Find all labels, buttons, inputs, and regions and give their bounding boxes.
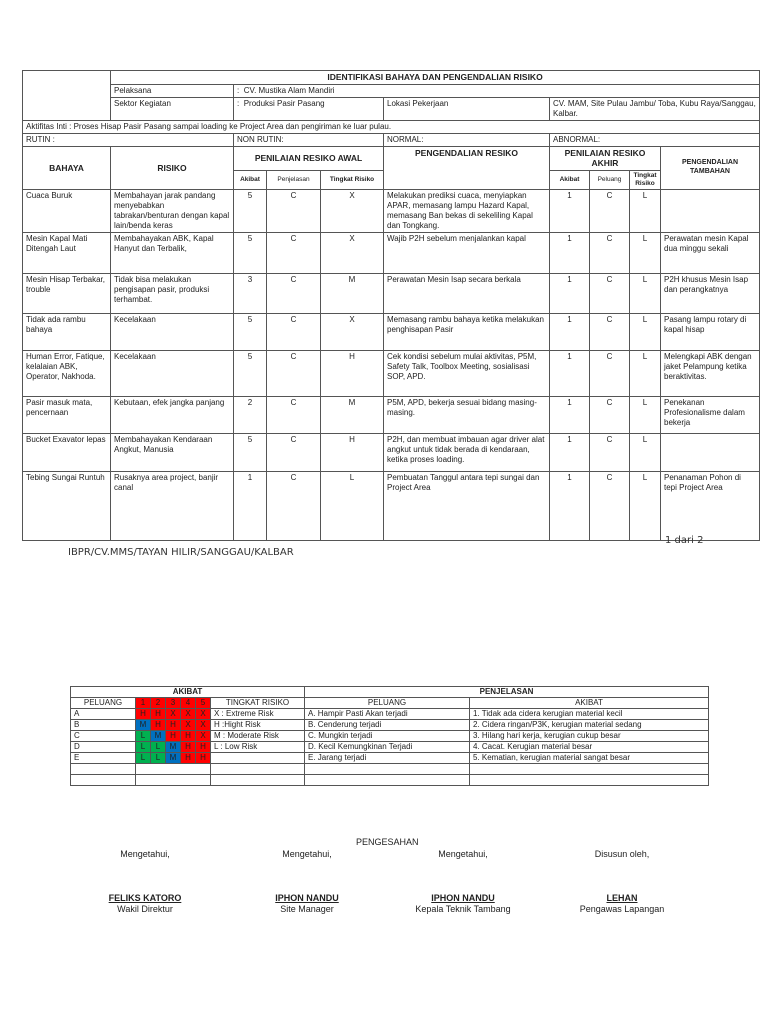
legend-matrix-cell: H (181, 742, 196, 753)
cell-tambahan: Pasang lampu rotary di kapal hisap (661, 314, 760, 351)
legend-row (71, 742, 709, 753)
header-bahaya: BAHAYA (23, 146, 111, 190)
legend-row (71, 731, 709, 742)
legend-matrix-cell: H (196, 753, 211, 764)
cell-p1: C (267, 190, 321, 233)
legend-row (71, 720, 709, 731)
legend-num-1: 1 (136, 698, 151, 709)
cell-p2: C (590, 274, 630, 314)
legend-row (71, 753, 709, 764)
cell-kontrol: Memasang rambu bahaya ketika melakukan penghisapan Pasir (384, 314, 550, 351)
signature-role: Mengetahui, (438, 849, 488, 859)
signature-role: Mengetahui, (282, 849, 332, 859)
legend-peluang-key: C (71, 731, 136, 742)
legend-matrix-cell: H (166, 731, 181, 742)
legend-num-5: 5 (196, 698, 211, 709)
legend-tr (211, 753, 305, 764)
legend-num-2: 2 (151, 698, 166, 709)
cell-kontrol: P5M, APD, bekerja sesuai bidang masing-masing. (384, 397, 550, 434)
cell-risiko: Membahayan jarak pandang menyebabkan tabrakan/benturan dengan kapal lain/benda keras (111, 190, 234, 233)
legend-num-3: 3 (166, 698, 181, 709)
cell-p1: C (267, 314, 321, 351)
signature-position: Wakil Direktur (117, 904, 173, 914)
legend-tr: X : Extreme Risk (211, 709, 305, 720)
signature-role: Mengetahui, (120, 849, 170, 859)
legend-matrix-cell: H (181, 731, 196, 742)
legend-pel: C. Mungkin terjadi (305, 731, 470, 742)
cell-tambahan: Penekanan Profesionalisme dalam bekerja (661, 397, 760, 434)
table-row (23, 274, 760, 314)
cell-p2: C (590, 233, 630, 274)
pelaksana-label: Pelaksana (111, 84, 234, 97)
cell-p1: C (267, 351, 321, 397)
subheader-penjelasan: Penjelasan (267, 170, 321, 189)
cell-t2: L (630, 397, 661, 434)
cell-bahaya: Pasir masuk mata, pencernaan (23, 397, 111, 434)
cell-a2: 1 (550, 314, 590, 351)
cell-p1: C (267, 434, 321, 472)
lokasi-value: CV. MAM, Site Pulau Jambu/ Toba, Kubu Raya/Sanggau, Kalbar. (550, 97, 760, 120)
header-tambahan: PENGENDALIAN TAMBAHAN (661, 146, 760, 190)
cell-t2: L (630, 274, 661, 314)
cell-t2: L (630, 190, 661, 233)
cell-a1: 5 (234, 434, 267, 472)
legend-matrix-cell: H (196, 742, 211, 753)
cell-p2: C (590, 190, 630, 233)
legend-peluang-key: E (71, 753, 136, 764)
cell-a2: 1 (550, 472, 590, 541)
subheader-akibat-akhir: Akibat (550, 170, 590, 189)
cell-t1: M (321, 274, 384, 314)
legend-ak: 5. Kematian, kerugian material sangat besar (470, 753, 709, 764)
legend-matrix-cell: M (151, 731, 166, 742)
cell-t1: X (321, 233, 384, 274)
table-row (23, 233, 760, 274)
cell-risiko: Membahayakan Kendaraan Angkut, Manusia (111, 434, 234, 472)
table-row (23, 351, 760, 397)
cell-p2: C (590, 314, 630, 351)
normal-label: NORMAL: (384, 133, 550, 146)
header-risiko: RISIKO (111, 146, 234, 190)
cell-a2: 1 (550, 397, 590, 434)
legend-matrix-cell: H (166, 720, 181, 731)
cell-bahaya: Human Error, Fatique, kelalaian ABK, Operator, Nakhoda. (23, 351, 111, 397)
table-row (23, 190, 760, 233)
legend-matrix-cell: X (196, 731, 211, 742)
legend-matrix-cell: X (181, 720, 196, 731)
cell-risiko: Kecelakaan (111, 351, 234, 397)
cell-risiko: Kebutaan, efek jangka panjang (111, 397, 234, 434)
cell-kontrol: Melakukan prediksi cuaca, menyiapkan APAR, memasang lampu Hazard Kapal, memasang Ban bekas di sekeliling Kapal dan Tongkang. (384, 190, 550, 233)
cell-a1: 5 (234, 190, 267, 233)
subheader-peluang: Peluang (590, 170, 630, 189)
legend-penjelasan-header: PENJELASAN (305, 687, 709, 698)
header-penilaian-akhir: PENILAIAN RESIKO AKHIR (550, 146, 661, 170)
cell-bahaya: Tidak ada rambu bahaya (23, 314, 111, 351)
document-title: IDENTIFIKASI BAHAYA DAN PENGENDALIAN RISIKO (111, 71, 760, 85)
cell-bahaya: Cuaca Buruk (23, 190, 111, 233)
cell-a2: 1 (550, 190, 590, 233)
legend-matrix-cell: L (136, 731, 151, 742)
legend-pel: E. Jarang terjadi (305, 753, 470, 764)
cell-p1: C (267, 274, 321, 314)
legend-num-4: 4 (181, 698, 196, 709)
cell-t2: L (630, 434, 661, 472)
legend-matrix-cell: X (196, 720, 211, 731)
header-pengendalian: PENGENDALIAN RESIKO (384, 146, 550, 190)
legend-peluang-key: A (71, 709, 136, 720)
legend-matrix-cell: L (151, 753, 166, 764)
cell-t1: L (321, 472, 384, 541)
cell-bahaya: Mesin Kapal Mati Ditengah Laut (23, 233, 111, 274)
cell-bahaya: Tebing Sungai Runtuh (23, 472, 111, 541)
cell-a1: 3 (234, 274, 267, 314)
cell-risiko: Membahayakan ABK, Kapal Hanyut dan Terbalik, (111, 233, 234, 274)
signature-position: Pengawas Lapangan (579, 904, 665, 914)
cell-a1: 5 (234, 351, 267, 397)
cell-bahaya: Mesin Hisap Terbakar, trouble (23, 274, 111, 314)
legend-matrix-cell: H (136, 709, 151, 720)
cell-tambahan: Perawatan mesin Kapal dua minggu sekali (661, 233, 760, 274)
sektor-value: : Produksi Pasir Pasang (234, 97, 384, 120)
legend-pel: B. Cenderung terjadi (305, 720, 470, 731)
subheader-tingkat-risiko: Tingkat Risiko (321, 170, 384, 189)
legend-peluang2-header: PELUANG (305, 698, 470, 709)
legend-row (71, 709, 709, 720)
pengesahan-title: PENGESAHAN (356, 837, 419, 847)
cell-risiko: Tidak bisa melakukan pengisapan pasir, produksi terhambat. (111, 274, 234, 314)
risk-legend-table (70, 686, 709, 786)
cell-a2: 1 (550, 274, 590, 314)
cell-bahaya: Bucket Exavator lepas (23, 434, 111, 472)
cell-p2: C (590, 351, 630, 397)
cell-p1: C (267, 472, 321, 541)
cell-tambahan (661, 434, 760, 472)
legend-tr: H :Hight Risk (211, 720, 305, 731)
legend-matrix-cell: X (196, 709, 211, 720)
header-penilaian-awal: PENILAIAN RESIKO AWAL (234, 146, 384, 170)
legend-akibat-header: AKIBAT (71, 687, 305, 698)
legend-peluang-key: B (71, 720, 136, 731)
legend-peluang-key: D (71, 742, 136, 753)
legend-matrix-cell: X (181, 709, 196, 720)
legend-pel: D. Kecil Kemungkinan Terjadi (305, 742, 470, 753)
legend-matrix-cell: M (166, 753, 181, 764)
legend-ak: 2. Cidera ringan/P3K, kerugian material sedang (470, 720, 709, 731)
legend-matrix-cell: H (181, 753, 196, 764)
legend-matrix-cell: M (136, 720, 151, 731)
cell-tambahan: Penanaman Pohon di tepi Project Area (661, 472, 760, 541)
cell-a2: 1 (550, 434, 590, 472)
rutin-label: RUTIN : (23, 133, 234, 146)
legend-matrix-cell: L (136, 753, 151, 764)
signature-position: Kepala Teknik Tambang (415, 904, 511, 914)
signature-role: Disusun oleh, (594, 849, 650, 859)
cell-kontrol: Wajib P2H sebelum menjalankan kapal (384, 233, 550, 274)
cell-kontrol: Perawatan Mesin Isap secara berkala (384, 274, 550, 314)
cell-t2: L (630, 351, 661, 397)
page-number: 1 dari 2 (665, 535, 704, 546)
signature-name: LEHAN (606, 893, 638, 903)
signature-name: FELIKS KATORO (108, 893, 182, 903)
sektor-label: Sektor Kegiatan (111, 97, 234, 120)
cell-t2: L (630, 233, 661, 274)
cell-t1: X (321, 314, 384, 351)
legend-ak: 4. Cacat. Kerugian material besar (470, 742, 709, 753)
legend-matrix-cell: L (136, 742, 151, 753)
cell-a1: 1 (234, 472, 267, 541)
risk-table (22, 70, 760, 541)
cell-p1: C (267, 397, 321, 434)
cell-t1: H (321, 434, 384, 472)
cell-p2: C (590, 434, 630, 472)
signature-position: Site Manager (280, 904, 334, 914)
cell-a1: 5 (234, 233, 267, 274)
cell-risiko: Kecelakaan (111, 314, 234, 351)
table-row (23, 472, 760, 541)
legend-peluang-header: PELUANG (71, 698, 136, 709)
signature-name: IPHON NANDU (275, 893, 339, 903)
legend-matrix-cell: X (166, 709, 181, 720)
cell-a2: 1 (550, 351, 590, 397)
cell-p1: C (267, 233, 321, 274)
abnormal-label: ABNORMAL: (550, 133, 760, 146)
cell-kontrol: P2H, dan membuat imbauan agar driver alat angkut untuk tidak berada di kendaraan, ketika proses loading. (384, 434, 550, 472)
document-code: IBPR/CV.MMS/TAYAN HILIR/SANGGAU/KALBAR (68, 547, 294, 558)
legend-ak: 1. Tidak ada cidera kerugian material kecil (470, 709, 709, 720)
table-row (23, 314, 760, 351)
cell-a2: 1 (550, 233, 590, 274)
cell-t1: H (321, 351, 384, 397)
logo-cell (23, 71, 111, 121)
cell-kontrol: Cek kondisi sebelum mulai aktivitas, P5M, Safety Talk, Toolbox Meeting, sosialisasi SOP, APD. (384, 351, 550, 397)
legend-ak: 3. Hilang hari kerja, kerugian cukup besar (470, 731, 709, 742)
subheader-akibat: Akibat (234, 170, 267, 189)
cell-p2: C (590, 472, 630, 541)
cell-tambahan (661, 190, 760, 233)
legend-pel: A. Hampir Pasti Akan terjadi (305, 709, 470, 720)
cell-t2: L (630, 314, 661, 351)
pelaksana-value: : CV. Mustika Alam Mandiri (234, 84, 760, 97)
cell-tambahan: P2H khusus Mesin Isap dan perangkatnya (661, 274, 760, 314)
legend-matrix-cell: M (166, 742, 181, 753)
legend-tr: L : Low Risk (211, 742, 305, 753)
cell-a1: 2 (234, 397, 267, 434)
legend-matrix-cell: H (151, 720, 166, 731)
aktifitas-inti: Aktifitas Inti : Proses Hisap Pasir Pasang sampai loading ke Project Area dan pengiriman ke luar pulau. (23, 120, 760, 133)
table-row (23, 434, 760, 472)
signature-name: IPHON NANDU (431, 893, 495, 903)
cell-p2: C (590, 397, 630, 434)
cell-t1: X (321, 190, 384, 233)
cell-t2: L (630, 472, 661, 541)
cell-kontrol: Pembuatan Tanggul antara tepi sungai dan Project Area (384, 472, 550, 541)
cell-t1: M (321, 397, 384, 434)
cell-tambahan: Melengkapi ABK dengan jaket Pelampung ketika beraktivitas. (661, 351, 760, 397)
table-row (23, 397, 760, 434)
legend-matrix-cell: H (151, 709, 166, 720)
subheader-tingkat-risiko-akhir: Tingkat Risiko (630, 170, 661, 189)
lokasi-label: Lokasi Pekerjaan (384, 97, 550, 120)
cell-a1: 5 (234, 314, 267, 351)
legend-matrix-cell: L (151, 742, 166, 753)
cell-risiko: Rusaknya area project, banjir canal (111, 472, 234, 541)
legend-akibat2-header: AKIBAT (470, 698, 709, 709)
non-rutin-label: NON RUTIN: (234, 133, 384, 146)
legend-tingkat-header: TINGKAT RISIKO (211, 698, 305, 709)
legend-tr: M : Moderate Risk (211, 731, 305, 742)
